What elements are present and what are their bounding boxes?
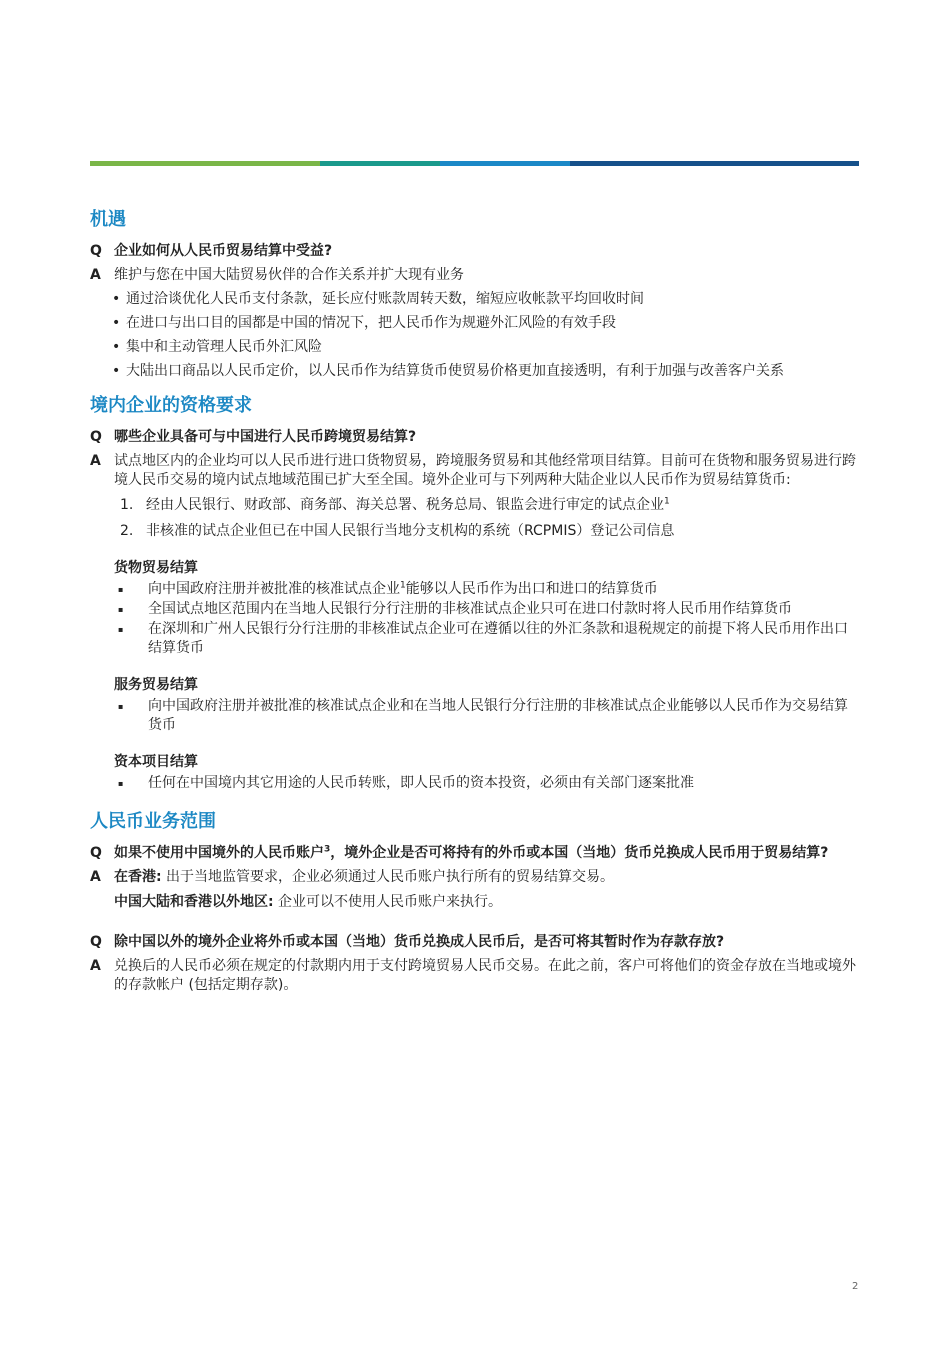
question-conversion — [90, 844, 860, 863]
list-item: ▪ 任何在中国境内其它用途的人民币转账，即人民币的资本投资，必须由有关部门逐案批准 — [114, 774, 860, 793]
question-text: 除中国以外的境外企业将外币或本国（当地）货币兑换成人民币后，是否可将其暂时作为存款存放? — [114, 934, 725, 950]
list-item: • 集中和主动管理人民币外汇风险 — [112, 338, 860, 357]
answer-benefit — [90, 266, 860, 285]
question-text: 企业如何从人民币贸易结算中受益? — [114, 243, 333, 259]
service-trade-list — [114, 697, 860, 735]
list-item: • 在进口与出口目的国都是中国的情况下，把人民币作为规避外汇风险的有效手段 — [112, 314, 860, 333]
rule-segment-teal — [320, 161, 440, 166]
a-mark: A — [90, 453, 101, 469]
section-title-opportunities: 机遇 — [90, 209, 126, 230]
rule-segment-navy — [570, 161, 859, 166]
a-mark: A — [90, 267, 101, 283]
q-mark: Q — [90, 845, 102, 861]
answer-conversion-other — [90, 893, 860, 912]
header-rule — [90, 161, 859, 166]
rule-segment-cyan — [440, 161, 570, 166]
item-text: 经由人民银行、财政部、商务部、海关总署、税务总局、银监会进行审定的试点企业$^1$ — [146, 496, 670, 513]
list-item: ▪ 向中国政府注册并被批准的核准试点企业和在当地人民银行分行注册的非核准试点企业能够以人民币作为交易结算货币 — [114, 697, 860, 735]
footnote-ref: 1 — [664, 496, 670, 507]
list-item — [120, 522, 860, 541]
item-number: 1. — [120, 497, 134, 513]
answer-deposit — [90, 957, 860, 995]
footnote-ref: 1 — [400, 580, 406, 591]
answer-text: 中国大陆和香港以外地区: 企业可以不使用人民币账户来执行。 — [114, 894, 503, 910]
list-item: • 大陆出口商品以人民币定价，以人民币作为结算货币使贸易价格更加直接透明，有利于加强与改善客户关系 — [112, 362, 860, 381]
q-mark: Q — [90, 243, 102, 259]
a-mark: A — [90, 869, 101, 885]
question-benefit — [90, 242, 860, 261]
answer-conversion — [90, 868, 860, 887]
a-mark: A — [90, 958, 101, 974]
answer-eligibility — [90, 452, 860, 490]
list-item: • 通过洽谈优化人民币支付条款，延长应付账款周转天数，缩短应收帐款平均回收时间 — [112, 290, 860, 309]
answer-text: 维护与您在中国大陆贸易伙伴的合作关系并扩大现有业务 — [114, 267, 464, 283]
question-text: 如果不使用中国境外的人民币账户$^3$，境外企业是否可将持有的外币或本国（当地）货币兑换成人民币用于贸易结算? — [114, 844, 829, 861]
capital-account-list — [114, 774, 860, 793]
list-item: ▪ 向中国政府注册并被批准的核准试点企业$^1$能够以人民币作为出口和进口的结算货币 — [114, 580, 860, 599]
goods-trade-list — [114, 580, 860, 658]
item-text: 非核准的试点企业但已在中国人民银行当地分支机构的系统（RCPMIS）登记公司信息 — [146, 523, 675, 539]
item-number: 2. — [120, 523, 134, 539]
subheading-service-trade: 服务贸易结算 — [114, 677, 198, 693]
document-body — [90, 208, 860, 1000]
section-title-eligibility: 境内企业的资格要求 — [90, 395, 252, 416]
subheading-goods-trade: 货物贸易结算 — [114, 560, 198, 576]
subheading-capital-account: 资本项目结算 — [114, 754, 198, 770]
q-mark: Q — [90, 934, 102, 950]
list-item — [120, 496, 860, 515]
q-mark: Q — [90, 429, 102, 445]
section-title-rmb-scope: 人民币业务范围 — [90, 811, 216, 832]
question-deposit — [90, 933, 860, 952]
question-eligibility — [90, 428, 860, 447]
benefit-list — [112, 290, 860, 381]
rule-segment-green — [90, 161, 320, 166]
page-number: 2 — [852, 1281, 859, 1292]
enterprise-type-list — [120, 496, 860, 541]
answer-text: 试点地区内的企业均可以人民币进行进口货物贸易，跨境服务贸易和其他经常项目结算。目前可在货物和服务贸易进行跨境人民币交易的境内试点地域范围已扩大至全国。境外企业可与下列两种大陆企业以人民币作为贸易结算货币: — [114, 453, 856, 488]
answer-text: 兑换后的人民币必须在规定的付款期内用于支付跨境贸易人民币交易。在此之前，客户可将他们的资金存放在当地或境外的存款帐户 (包括定期存款)。 — [114, 958, 856, 993]
list-item: ▪ 全国试点地区范围内在当地人民银行分行注册的非核准试点企业只可在进口付款时将人民币用作结算货币 — [114, 600, 860, 619]
question-text: 哪些企业具备可与中国进行人民币跨境贸易结算? — [114, 429, 417, 445]
footnote-ref: 3 — [324, 844, 331, 855]
list-item: ▪ 在深圳和广州人民银行分行注册的非核准试点企业可在遵循以往的外汇条款和退税规定的前提下将人民币用作出口结算货币 — [114, 620, 860, 658]
answer-text: 在香港: 出于当地监管要求，企业必须通过人民币账户执行所有的贸易结算交易。 — [114, 869, 615, 885]
